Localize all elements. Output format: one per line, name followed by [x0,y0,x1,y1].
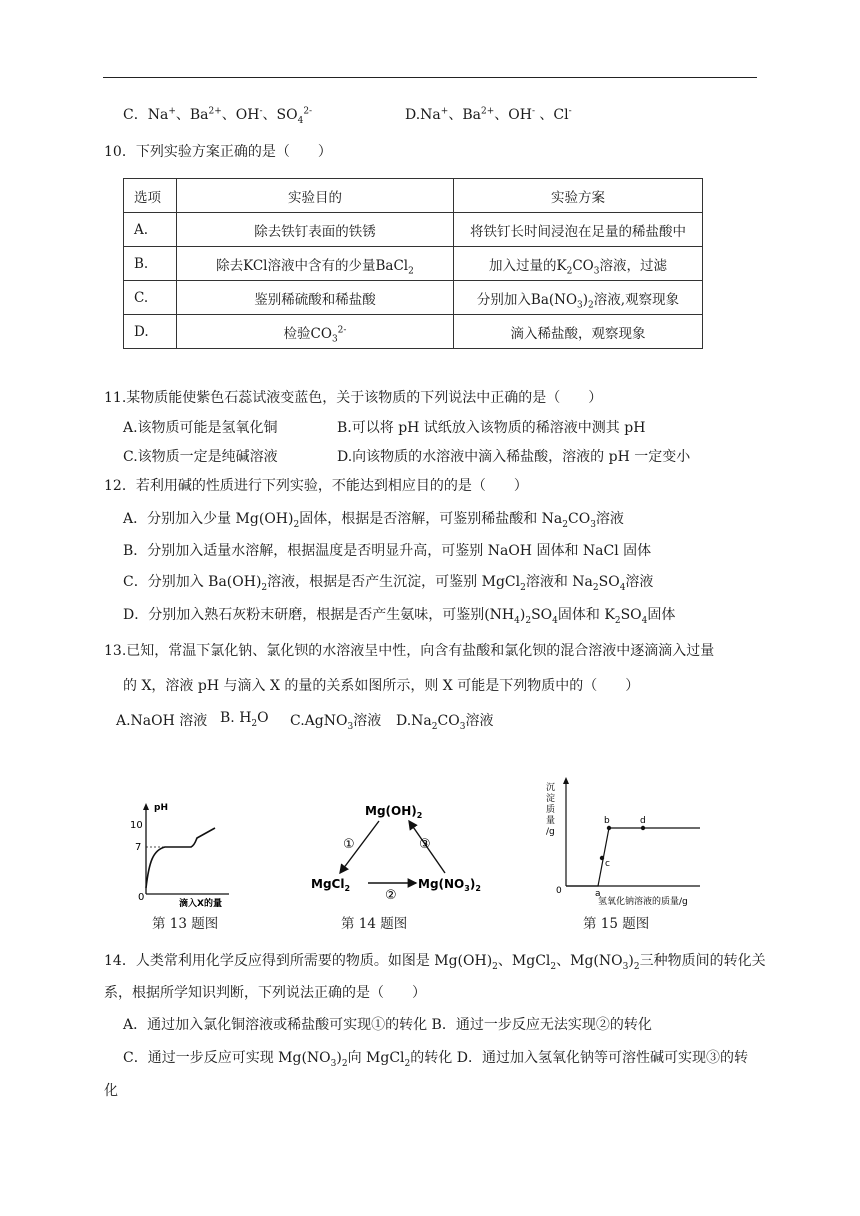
q13-stem-line1: 13.已知，常温下氯化钠、氯化钡的水溶液呈中性，向含有盐酸和氯化钡的混合溶液中逐滴滴入过量 [104,643,715,659]
y-axis-arrow [563,777,569,784]
point-d [641,826,645,830]
q14-options-cd: C．通过一步反应可实现 $Mg(NO_3)_2$向 MgCl$_2$的转化 D．通过加入氢氧化钠等可溶性碱可实现③的转 [123,1050,748,1069]
ph-curve-line [146,828,215,888]
q14-wrap: 化 [104,1083,118,1099]
q14-stem-line1: 14．人类常利用化学反应得到所需要的物质。如图是 $Mg(OH)_2$、MgCl$_2$、$Mg(NO_3)_2$三种物质间的转化关 [104,953,766,972]
x-axis-label: 氢氧化钠溶液的质量/g [598,897,688,907]
origin-label: 0 [138,892,145,903]
q10-stem: 10．下列实验方案正确的是（ ） [104,144,332,160]
label-3: ③ [419,837,431,852]
label-1: ① [343,837,355,852]
table-cell: D. [124,315,177,349]
figure-14-caption: 第 14 题图 [341,916,408,932]
label-a: a [595,889,601,899]
figure-14-conversion-diagram [305,800,510,900]
q13-option-d: $D.Na_2CO_3$溶液 [396,713,494,732]
table-row [124,281,703,315]
table-cell: 鉴别稀硫酸和稀盐酸 [177,281,454,315]
table-header-cell: 实验方案 [454,179,703,213]
q13-stem-line2: 的 X，溶液 pH 与滴入 X 的量的关系如图所示，则 X 可能是下列物质中的（ ） [123,678,640,694]
figure-13-ph-curve [125,800,235,910]
q10-table [123,178,703,349]
q9-option-d: D.Na+、$Ba^{2+}$、OH- 、Cl- [405,106,572,123]
node-mg-oh-2: $Mg(OH)_2$ [365,804,423,820]
y-axis-arrow [143,803,149,810]
table-header-cell: 选项 [124,179,177,213]
table-cell: 除去KCl溶液中含有的少量BaCl$_2$ [177,247,454,281]
q14-stem-line2: 系，根据所学知识判断，下列说法正确的是（ ） [104,985,426,1001]
y-tick-7: 7 [135,842,142,853]
y-axis-label: 沉 淀 质 量 /g [546,783,556,837]
precipitate-line [566,828,700,886]
table-cell: 检验$CO_3^{2-}$ [177,315,454,349]
q12-stem: 12．若利用碱的性质进行下列实验，不能达到相应目的的是（ ） [104,478,528,494]
y-axis-label: pH [154,803,168,813]
q14-options-ab: A．通过加入氯化铜溶液或稀盐酸可实现①的转化 B．通过一步反应无法实现②的转化 [123,1017,652,1033]
point-b [607,826,611,830]
table-cell: 加入过量的$K_2CO_3$溶液，过滤 [454,247,703,281]
label-d: d [640,816,646,826]
table-row [124,315,703,349]
label-b: b [604,816,610,826]
q12-option-d: D．分别加入熟石灰粉末研磨，根据是否产生氨味，可鉴别$(NH_4)_2SO_4$固体和 $K_2SO_4$固体 [123,607,676,626]
table-cell: C. [124,281,177,315]
label-2: ② [385,888,397,900]
node-mg-no3-2: $Mg(NO_3)_2$ [418,877,481,893]
q13-option-a: A.NaOH 溶液 [116,713,208,729]
q12-option-c: C．分别加入 $Ba(OH)_2$溶液，根据是否产生沉淀，可鉴别 MgCl$_2$溶液和 $Na_2SO_4$溶液 [123,574,654,593]
q13-option-c: C.AgNO$_3$溶液 [290,713,382,732]
y-tick-10: 10 [130,820,143,831]
table-header-cell: 实验目的 [177,179,454,213]
q12-option-b: B．分别加入适量水溶解，根据温度是否明显升高，可鉴别 NaOH 固体和 NaCl 固体 [123,543,652,559]
table-cell: 分别加入$Ba(NO_3)_2$溶液,观察现象 [454,281,703,315]
q9-option-c: C．Na+、$Ba^{2+}$、OH-、$SO_4^{2-}$ [123,106,313,126]
table-cell: 除去铁钉表面的铁锈 [177,213,454,247]
q11-option-a: A.该物质可能是氢氧化铜 [123,420,278,436]
table-cell: B. [124,247,177,281]
q11-option-b: B.可以将 pH 试纸放入该物质的稀溶液中测其 pH [337,420,646,436]
x-axis-label: 滴入X的量 [179,899,222,909]
point-c [600,856,604,860]
origin-label: 0 [556,886,562,896]
q13-option-b: B. $H_2O$ [220,710,269,729]
table-row [124,247,703,281]
q11-stem: 11.某物质能使紫色石蕊试液变蓝色，关于该物质的下列说法中正确的是（ ） [104,390,603,406]
q11-option-c: C.该物质一定是纯碱溶液 [123,449,278,465]
figure-13-caption: 第 13 题图 [152,916,219,932]
table-cell: 滴入稀盐酸，观察现象 [454,315,703,349]
header-rule [103,77,757,78]
label-c: c [605,859,610,869]
q12-option-a: A．分别加入少量 $Mg(OH)_2$固体，根据是否溶解，可鉴别稀盐酸和 $Na_2CO_3$溶液 [123,511,624,530]
table-row [124,213,703,247]
node-mgcl2: MgCl$_2$ [311,877,351,893]
figure-15-caption: 第 15 题图 [583,916,650,932]
figure-15-precipitate-graph [540,776,710,908]
table-cell: 将铁钉长时间浸泡在足量的稀盐酸中 [454,213,703,247]
table-header-row [124,179,703,213]
table-cell: A. [124,213,177,247]
q11-option-d: D.向该物质的水溶液中滴入稀盐酸，溶液的 pH 一定变小 [337,449,691,465]
